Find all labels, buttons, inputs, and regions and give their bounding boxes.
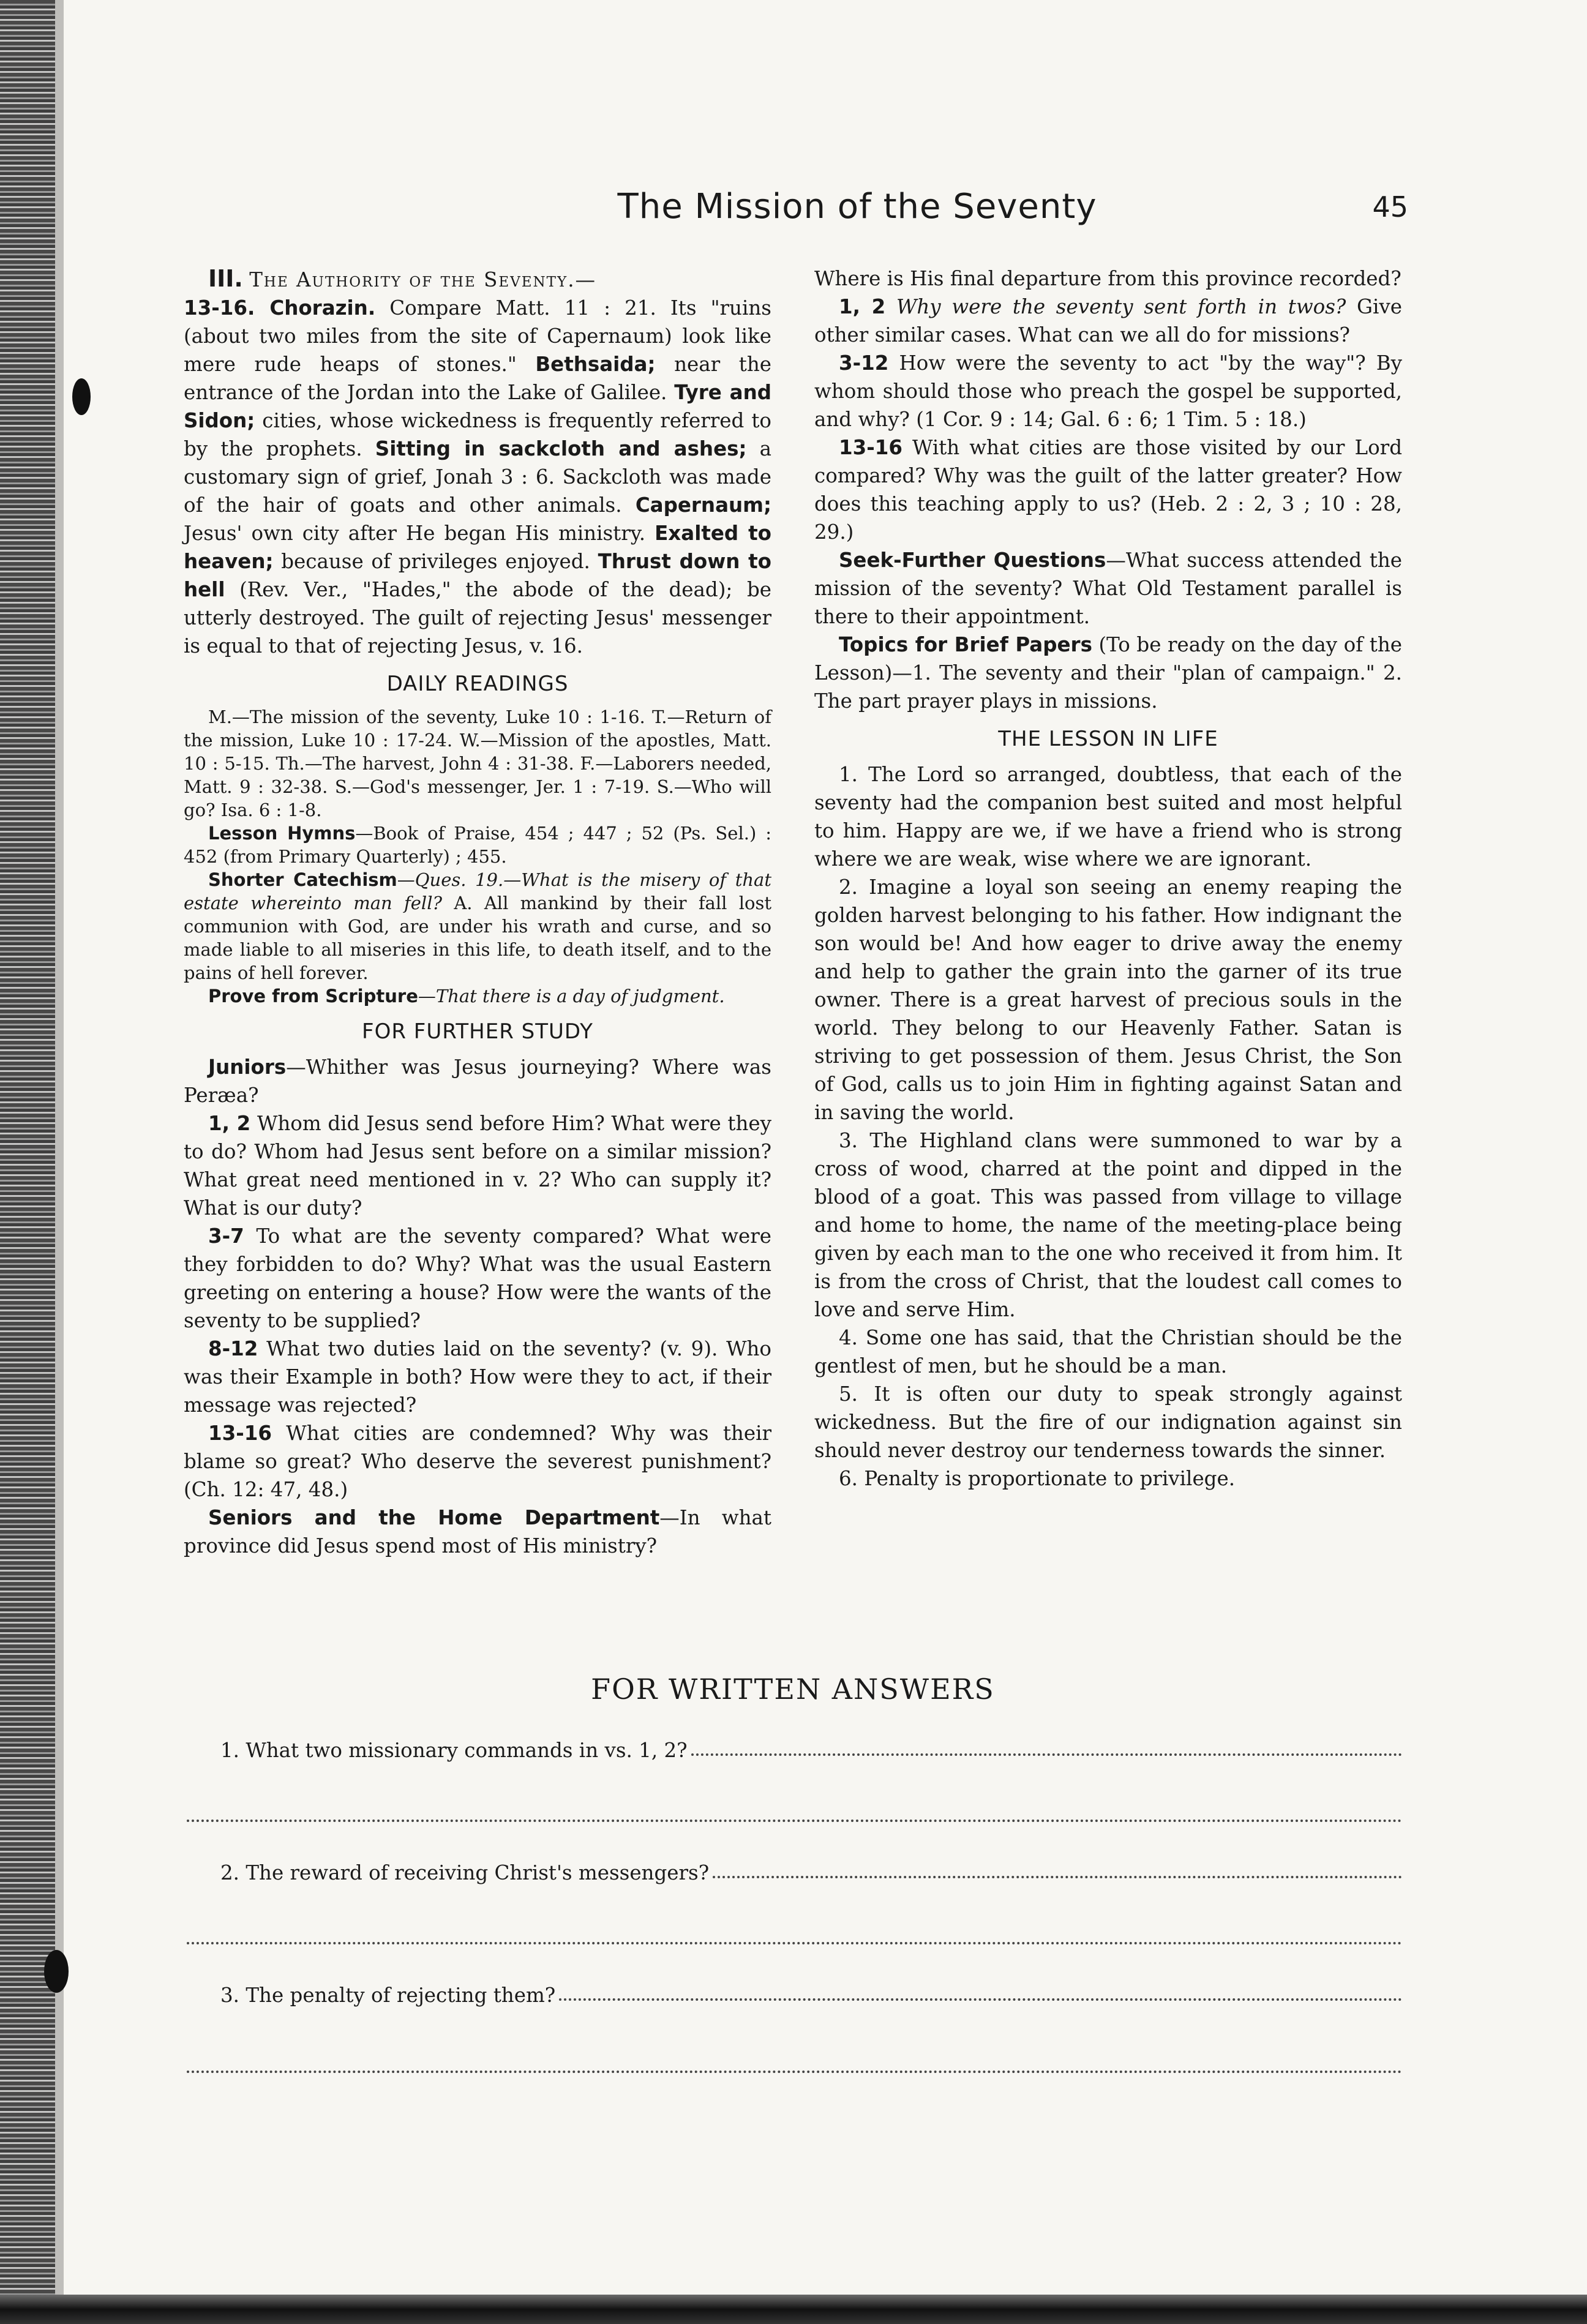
body-text: —In what province did Jesus spend most of His ministry?: [184, 1506, 771, 1557]
scan-bottom-edge: [0, 2295, 1587, 2324]
seniors-question: [184, 1504, 771, 1560]
body-text: How were the seventy to act "by the way"? By whom should those who preach the gospel be supported, and why? (1 Cor. 9 : 14; Gal. 6 : 6; 1 Tim. 5 : 18.): [814, 351, 1402, 431]
right-column: [814, 264, 1402, 1493]
prove-from-scripture: [184, 984, 771, 1008]
answer-line[interactable]: [187, 2071, 1402, 2073]
bold-lead: Seniors and the Home Department: [208, 1506, 660, 1529]
lesson-point: 2. Imagine a loyal son seeing an enemy reaping the golden harvest belonging to his father. How indignant the son would be! And how eager to drive away the enemy and help to gather the grain into the garner of its true owner. There is a great harvest of precious souls in the world. They belong to our Heavenly Father. Satan is striving to get possession of them. Jesus Christ, the Son of God, calls us to join Him in fighting against Satan and in saving the world.: [814, 875, 1402, 1124]
question-1-2-seniors: [814, 293, 1402, 349]
lesson-point: 3. The Highland clans were summoned to war by a cross of wood, charred at the point and dipped in the blood of a goat. This was passed from village to village and home to home, the name of the meeting-place being given by each man to the one who received it from him. It is from the cross of Christ, that the loudest call comes to love and serve Him.: [814, 1129, 1402, 1321]
section-title: The Authority of the Seventy.—: [249, 268, 597, 291]
bold-lead: Sitting in sackcloth and ashes;: [375, 437, 747, 460]
question-8-12: [184, 1335, 771, 1419]
italic-text: Why were the seventy sent forth in twos?: [896, 295, 1346, 318]
lesson-hymns: [184, 822, 771, 868]
lesson-in-life-heading: THE LESSON IN LIFE: [998, 727, 1218, 751]
body-text: because of privileges enjoyed.: [273, 550, 598, 573]
written-question-1: [220, 1739, 1402, 1762]
answer-line[interactable]: [559, 1998, 1402, 2001]
continued-question: Where is His final departure from this province recorded?: [814, 267, 1401, 290]
bold-lead: 1, 2: [208, 1112, 251, 1135]
page-number: 45: [1372, 190, 1408, 223]
bold-lead: 3-12: [839, 351, 889, 375]
body-text: —: [397, 869, 415, 890]
answer-line[interactable]: [187, 1942, 1402, 1944]
bold-lead: 8-12: [208, 1337, 258, 1360]
bold-lead: Shorter Catechism: [208, 869, 397, 890]
bold-lead: Bethsaida;: [535, 353, 656, 376]
body-text: Give other similar cases. What can we all do for missions?: [814, 295, 1403, 347]
bold-lead: Seek-Further Questions: [839, 549, 1106, 572]
body-text: To what are the seventy compared? What were they forbidden to do? Why? What was the usual Eastern greeting on entering a house? How were the wants of the seventy to be supplied?: [184, 1224, 771, 1332]
answer-line[interactable]: [691, 1753, 1402, 1756]
body-text: (To be ready on the day of the Lesson)—1. The seventy and their "plan of campaign." 2. The part prayer plays in missions.: [814, 633, 1403, 713]
body-text: —Whither was Jesus journeying? Where was Peræa?: [184, 1055, 771, 1107]
written-question-2-text: 2. The reward of receiving Christ's messengers?: [220, 1861, 710, 1884]
body-text: near the entrance of the Jordan into the Lake of Galilee.: [184, 353, 772, 404]
bold-lead: 1, 2: [839, 295, 886, 318]
question-13-16: [184, 1419, 771, 1504]
body-text: cities, whose wickedness is frequently referred to by the prophets.: [184, 409, 771, 460]
bold-lead: Tyre and Sidon;: [184, 381, 771, 432]
italic-text: Ques. 19.—What is the misery of that estate whereinto man fell?: [184, 869, 771, 913]
question-1-2: [184, 1109, 771, 1222]
bold-lead: Thrust down to hell: [184, 550, 771, 601]
body-text: —: [418, 986, 436, 1006]
juniors-question: [184, 1053, 771, 1109]
body-text: Whom did Jesus send before Him? What were they to do? Whom had Jesus sent before on a similar mission? What great need mentioned in v. 2? Who can supply it? What is our duty?: [184, 1112, 772, 1220]
section-number: III.: [208, 265, 243, 292]
further-study-heading: FOR FURTHER STUDY: [362, 1019, 593, 1044]
written-answers-heading: FOR WRITTEN ANSWERS: [591, 1673, 995, 1706]
written-question-3: [220, 1984, 1402, 2007]
bold-lead: Topics for Brief Papers: [839, 633, 1092, 656]
question-3-12: [814, 349, 1402, 433]
bold-lead: Exalted to heaven;: [184, 522, 771, 573]
page-title: The Mission of the Seventy: [617, 187, 1097, 227]
answer-line[interactable]: [187, 1820, 1402, 1822]
body-text: [885, 295, 896, 318]
left-column: [184, 264, 771, 1560]
answer-line[interactable]: [713, 1876, 1402, 1878]
bold-lead: Juniors: [208, 1055, 287, 1079]
section-heading: [184, 264, 771, 294]
bold-lead: 13-16: [208, 1422, 272, 1445]
written-question-3-text: 3. The penalty of rejecting them?: [220, 1984, 556, 2007]
bold-lead: 3-7: [208, 1224, 244, 1248]
daily-readings-heading: DAILY READINGS: [386, 672, 569, 696]
question-13-16-seniors: [814, 433, 1402, 546]
written-question-1-text: 1. What two missionary commands in vs. 1, 2?: [220, 1739, 688, 1762]
shorter-catechism: [184, 868, 771, 984]
bold-lead: Prove from Scripture: [208, 986, 418, 1006]
topics-brief-papers: [814, 631, 1402, 715]
notes-paragraph: [184, 294, 771, 660]
question-3-7: [184, 1222, 771, 1335]
italic-text: That there is a day of judgment.: [435, 986, 725, 1006]
body-text: Jesus' own city after He began His ministry.: [184, 522, 655, 545]
lesson-point: 6. Penalty is proportionate to privilege.: [839, 1467, 1236, 1490]
punch-hole-bottom: [44, 1950, 69, 1993]
bold-lead: 13-16. Chorazin.: [184, 296, 376, 320]
lesson-point: 4. Some one has said, that the Christian should be the gentlest of men, but he should be a man.: [814, 1326, 1402, 1378]
page-header: [184, 187, 1408, 242]
bold-lead: Lesson Hymns: [208, 823, 356, 844]
body-text: —Book of Praise, 454 ; 447 ; 52 (Ps. Sel.) : 452 (from Primary Quarterly) ; 455.: [184, 823, 771, 867]
body-text: (Rev. Ver., "Hades," the abode of the dead); be utterly destroyed. The guilt of rejecting Jesus' messenger is equal to that of rejecting Jesus, v. 16.: [184, 578, 771, 658]
body-text: —What success attended the mission of the seventy? What Old Testament parallel is there to their appointment.: [814, 549, 1402, 628]
body-text: What two duties laid on the seventy? (v. 9). Who was their Example in both? How were they to act, if their message was rejected?: [184, 1337, 771, 1417]
lesson-point: 5. It is often our duty to speak strongly against wickedness. But the fire of our indignation against sin should never destroy our tenderness towards the sinner.: [814, 1382, 1402, 1462]
written-question-2: [220, 1861, 1402, 1884]
daily-readings: M.—The mission of the seventy, Luke 10 : 1-16. T.—Return of the mission, Luke 10 : 17-24. W.—Mission of the apostles, Matt. 10 : 5-15. Th.—The harvest, John 4 : 31-38. F.—Laborers needed, Matt. 9 : 32-38. S.—God's messenger, Jer. 1 : 7-19. S.—Who will go? Isa. 6 : 1-8.: [184, 707, 771, 820]
bold-lead: 13-16: [839, 436, 902, 459]
body-text: A. All mankind by their fall lost communion with God, are under his wrath and curse, and so made liable to all miseries in this life, to death itself, and to the pains of hell forever.: [184, 893, 771, 983]
body-text: What cities are condemned? Why was their blame so great? Who deserve the severest punishment? (Ch. 12: 47, 48.): [184, 1422, 771, 1501]
lesson-point: 1. The Lord so arranged, doubtless, that each of the seventy had the companion best suited and most helpful to him. Happy are we, if we have a friend who is strong where we are weak, wise where we are ignorant.: [814, 763, 1402, 871]
body-text: a customary sign of grief, Jonah 3 : 6. Sackcloth was made of the hair of goats and other animals.: [184, 437, 771, 517]
seek-further-questions: [814, 546, 1402, 631]
body-text: Compare Matt. 11 : 21. Its "ruins (about two miles from the site of Capernaum) look like mere rude heaps of stones.": [184, 296, 771, 376]
body-text: With what cities are those visited by our Lord compared? Why was the guilt of the latter greater? How does this teaching apply to us? (Heb. 2 : 2, 3 ; 10 : 28, 29.): [814, 436, 1402, 544]
punch-hole-top: [72, 378, 91, 415]
bold-lead: Capernaum;: [635, 493, 771, 517]
